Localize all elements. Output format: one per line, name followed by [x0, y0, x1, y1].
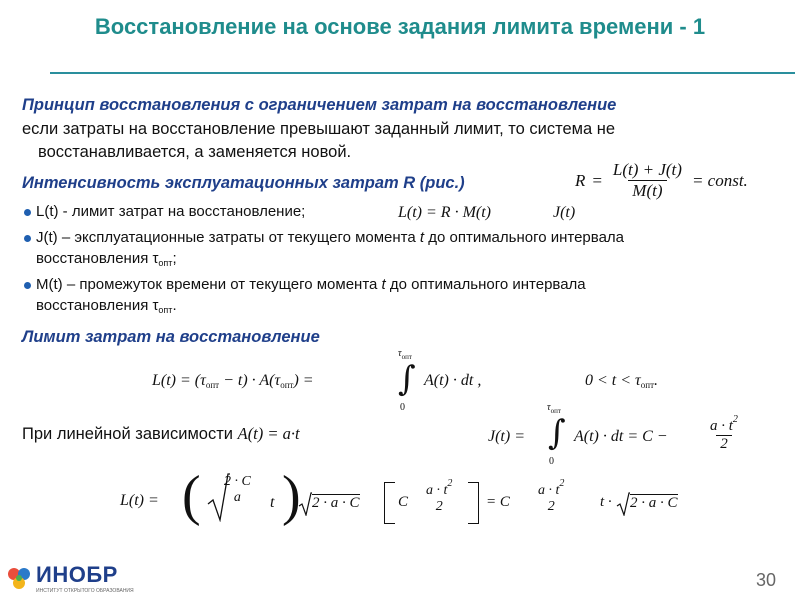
- bullet-m-text-a: – промежуток времени от текущего момента: [62, 276, 382, 293]
- range-end: .: [654, 372, 659, 389]
- limit-heading: Лимит затрат на восстановление: [22, 328, 320, 346]
- limit-int-upper-sub: опт: [401, 353, 412, 361]
- j-formula-lhs: J(t) =: [488, 428, 525, 445]
- final-bracket-left: [384, 482, 395, 524]
- bullet-j-line2: восстановления τ: [36, 250, 159, 267]
- final-frac2-den: 2: [435, 499, 443, 514]
- final-t: t: [270, 494, 275, 511]
- range-formula: [585, 372, 658, 390]
- principle-heading: Принцип восстановления с ограничением затрат на восстановление: [22, 96, 617, 114]
- final-frac1-den: a: [233, 490, 241, 505]
- limit-eq: ) =: [293, 372, 314, 389]
- limit-int-upper-symbol: τ: [398, 348, 402, 359]
- final-bracket-right: [468, 482, 479, 524]
- bullet-j-lead: J(t): [36, 229, 58, 246]
- bullet-j-sub: опт: [158, 258, 173, 268]
- limit-int-lower: 0: [400, 402, 405, 413]
- j-int-upper-sub: опт: [550, 407, 561, 415]
- slide-title: Восстановление на основе задания лимита времени - 1: [94, 14, 706, 39]
- r-lhs: R: [575, 170, 586, 190]
- bullet-j-text-a: – эксплуатационные затраты от текущего момента: [57, 229, 420, 246]
- title-divider: [50, 72, 795, 74]
- bullet-dot: [24, 282, 31, 289]
- limit-mid: − t) · A(τ: [219, 372, 281, 389]
- bullet-dot: [24, 209, 31, 216]
- final-eq2: = C: [486, 494, 510, 510]
- final-frac3-num: a · t: [538, 483, 560, 498]
- logo: [6, 562, 134, 594]
- logo-mark-icon: [6, 565, 32, 591]
- final-lhs: L(t) =: [120, 492, 159, 509]
- bullet-m: [36, 274, 776, 321]
- bullet-m-lead: M(t): [36, 276, 63, 293]
- principle-text-line2: восстанавливается, а заменяется новой.: [38, 143, 352, 161]
- final-frac2: [422, 478, 456, 515]
- j-frac-den: 2: [716, 435, 732, 453]
- bullet-l-text: - лимит затрат на восстановление;: [58, 203, 306, 220]
- principle-text-line1: если затраты на восстановление превышают заданный лимит, то система не: [22, 120, 616, 138]
- limit-lhs: L(t) = (τ: [152, 372, 206, 389]
- range-text: 0 < t < τ: [585, 372, 641, 389]
- final-frac3: [534, 478, 568, 515]
- j-integral-sign: ∫: [548, 413, 566, 453]
- range-sub: опт: [640, 380, 655, 390]
- linear-text-label: При линейной зависимости: [22, 425, 238, 443]
- final-paren-left: (: [182, 465, 201, 527]
- j-label-formula: J(t): [553, 204, 576, 221]
- final-c1: C: [398, 494, 409, 510]
- limit-sub2: опт: [280, 380, 294, 390]
- final-frac2-exp: 2: [447, 478, 453, 489]
- bullet-j-t: t: [419, 229, 425, 246]
- limit-formula: [152, 372, 314, 390]
- j-fraction: [706, 414, 742, 453]
- linear-text: [22, 424, 300, 444]
- r-fraction: [609, 160, 686, 201]
- r-eq: =: [591, 170, 603, 190]
- bullet-j: [36, 227, 776, 274]
- j-int-lower: 0: [549, 456, 554, 467]
- final-sqrt1-body: 2 · a · C: [312, 495, 360, 511]
- r-numerator: L(t) + J(t): [612, 160, 682, 179]
- linear-formula: A(t) = a·t: [237, 424, 300, 443]
- bullet-l: [36, 201, 305, 222]
- bullet-dot: [24, 235, 31, 242]
- final-paren-right: ): [282, 465, 301, 527]
- r-rhs: = const.: [691, 170, 748, 190]
- final-frac1: [220, 474, 255, 506]
- r-denominator: M(t): [628, 180, 666, 201]
- bullet-m-end: .: [172, 297, 177, 314]
- limit-int-body: A(t) · dt ,: [424, 372, 482, 389]
- bullet-m-line2: восстановления τ: [36, 297, 159, 314]
- intensity-heading: Интенсивность эксплуатационных затрат R (рис.): [22, 174, 465, 192]
- final-sqrt2-sign: [616, 492, 630, 516]
- final-sqrt1-sign: [298, 492, 312, 516]
- j-body: A(t) · dt = C −: [574, 428, 668, 445]
- j-int-upper-symbol: τ: [547, 402, 551, 413]
- r-formula: [575, 160, 748, 201]
- bullet-m-text-b: до оптимального интервала: [385, 276, 586, 293]
- final-frac1-num: 2 · C: [224, 474, 251, 489]
- bullet-j-end: ;: [172, 250, 177, 267]
- final-sqrt2-body: 2 · a · C: [630, 495, 678, 511]
- bullet-l-lead: L(t): [36, 203, 59, 220]
- bullet-j-text-b: до оптимального интервала: [424, 229, 625, 246]
- limit-sub1: опт: [205, 380, 220, 390]
- bullet-m-sub: опт: [158, 305, 173, 315]
- logo-name: ИНОБР: [36, 562, 118, 587]
- l-equals-rm-formula: L(t) = R · M(t): [398, 204, 491, 221]
- page-number: 30: [755, 570, 776, 590]
- bullet-m-t: t: [381, 276, 386, 293]
- limit-integral-sign: ∫: [398, 359, 416, 399]
- j-frac-exp: 2: [732, 414, 738, 425]
- final-tail-t: t ·: [600, 494, 612, 510]
- final-frac3-den: 2: [547, 499, 555, 514]
- final-frac2-num: a · t: [426, 483, 448, 498]
- logo-subtitle: ИНСТИТУТ ОТКРЫТОГО ОБРАЗОВАНИЯ: [36, 588, 134, 594]
- j-frac-num: a · t: [710, 418, 733, 434]
- final-frac3-exp: 2: [559, 478, 565, 489]
